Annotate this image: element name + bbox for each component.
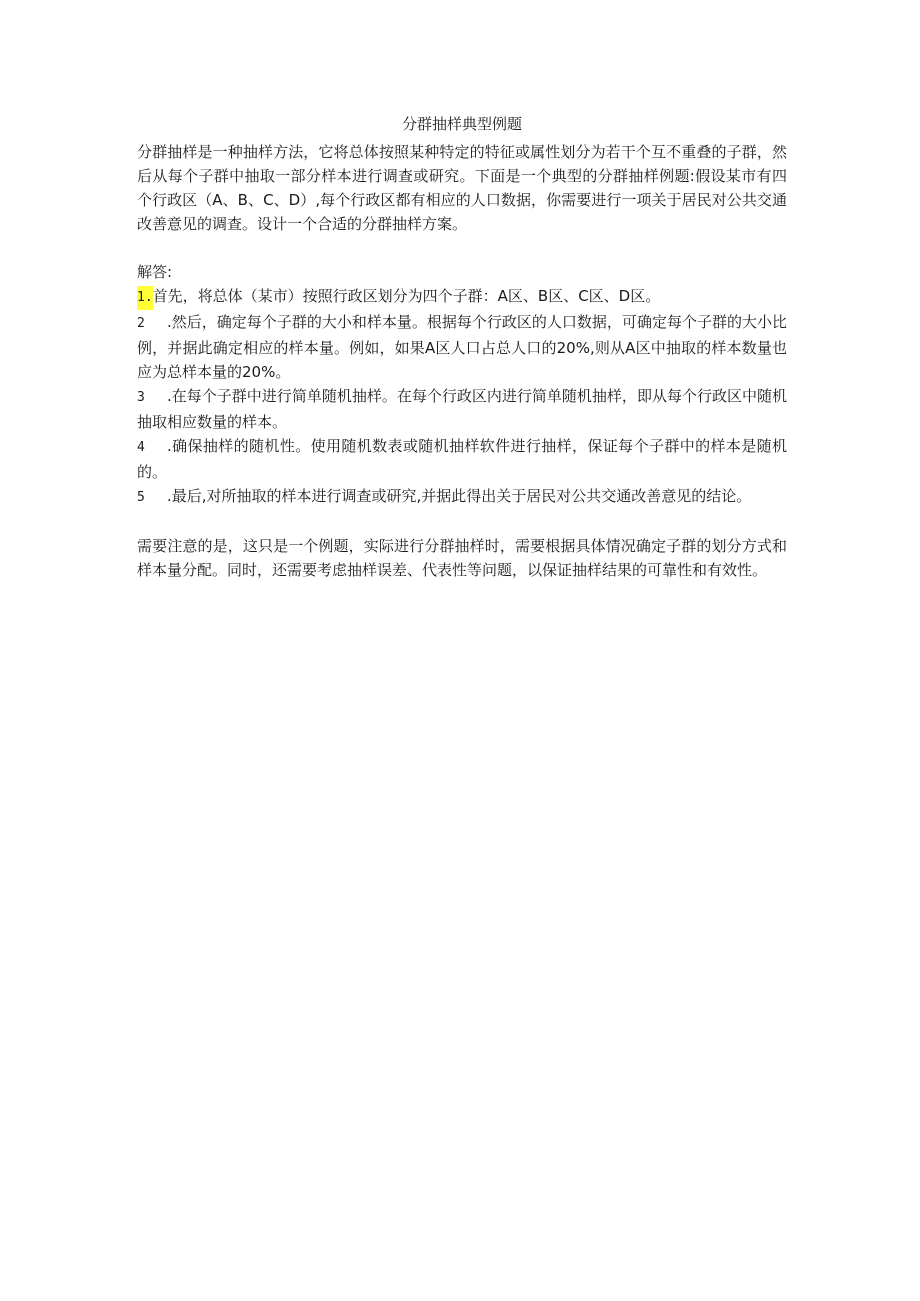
step-item-1 bbox=[137, 284, 787, 310]
step-text: 首先，将总体（某市）按照行政区划分为四个子群：A区、B区、C区、D区。 bbox=[152, 287, 661, 305]
step-text: .然后，确定每个子群的大小和样本量。根据每个行政区的人口数据，可确定每个子群的大小比例，并据此确定相应的样本量。例如，如果A区人口占总人口的20%,则从A区中抽取的样本数量也应为总样本量的20%。 bbox=[137, 313, 787, 381]
document-body bbox=[137, 112, 787, 582]
spacer bbox=[137, 236, 787, 260]
step-number: 1. bbox=[137, 286, 153, 310]
document-title: 分群抽样典型例题 bbox=[401, 115, 522, 133]
spacer bbox=[137, 510, 787, 534]
step-number: 5 bbox=[137, 490, 145, 505]
step-item-5 bbox=[137, 484, 787, 510]
step-number: 3 bbox=[137, 390, 145, 405]
step-text: .确保抽样的随机性。使用随机数表或随机抽样软件进行抽样，保证每个子群中的样本是随机的。 bbox=[137, 437, 787, 481]
step-item-2 bbox=[137, 310, 787, 384]
step-number: 4 bbox=[137, 440, 145, 455]
step-text: .最后,对所抽取的样本进行调查或研究,并据此得出关于居民对公共交通改善意见的结论。 bbox=[167, 487, 752, 505]
note-paragraph: 需要注意的是，这只是一个例题，实际进行分群抽样时，需要根据具体情况确定子群的划分方式和样本量分配。同时，还需要考虑抽样误差、代表性等问题，以保证抽样结果的可靠性和有效性。 bbox=[137, 537, 787, 579]
step-number: 2 bbox=[137, 316, 145, 331]
step-text: .在每个子群中进行简单随机抽样。在每个行政区内进行简单随机抽样，即从每个行政区中随机抽取相应数量的样本。 bbox=[137, 387, 787, 431]
step-item-3 bbox=[137, 384, 787, 434]
step-item-4 bbox=[137, 434, 787, 484]
answer-label: 解答: bbox=[137, 263, 173, 281]
intro-paragraph: 分群抽样是一种抽样方法，它将总体按照某种特定的特征或属性划分为若干个互不重叠的子群，然后从每个子群中抽取一部分样本进行调查或研究。下面是一个典型的分群抽样例题:假设某市有四个行政区（A、B、C、D）,每个行政区都有相应的人口数据，你需要进行一项关于居民对公共交通改善意见的调查。设计一个合适的分群抽样方案。 bbox=[137, 143, 787, 233]
